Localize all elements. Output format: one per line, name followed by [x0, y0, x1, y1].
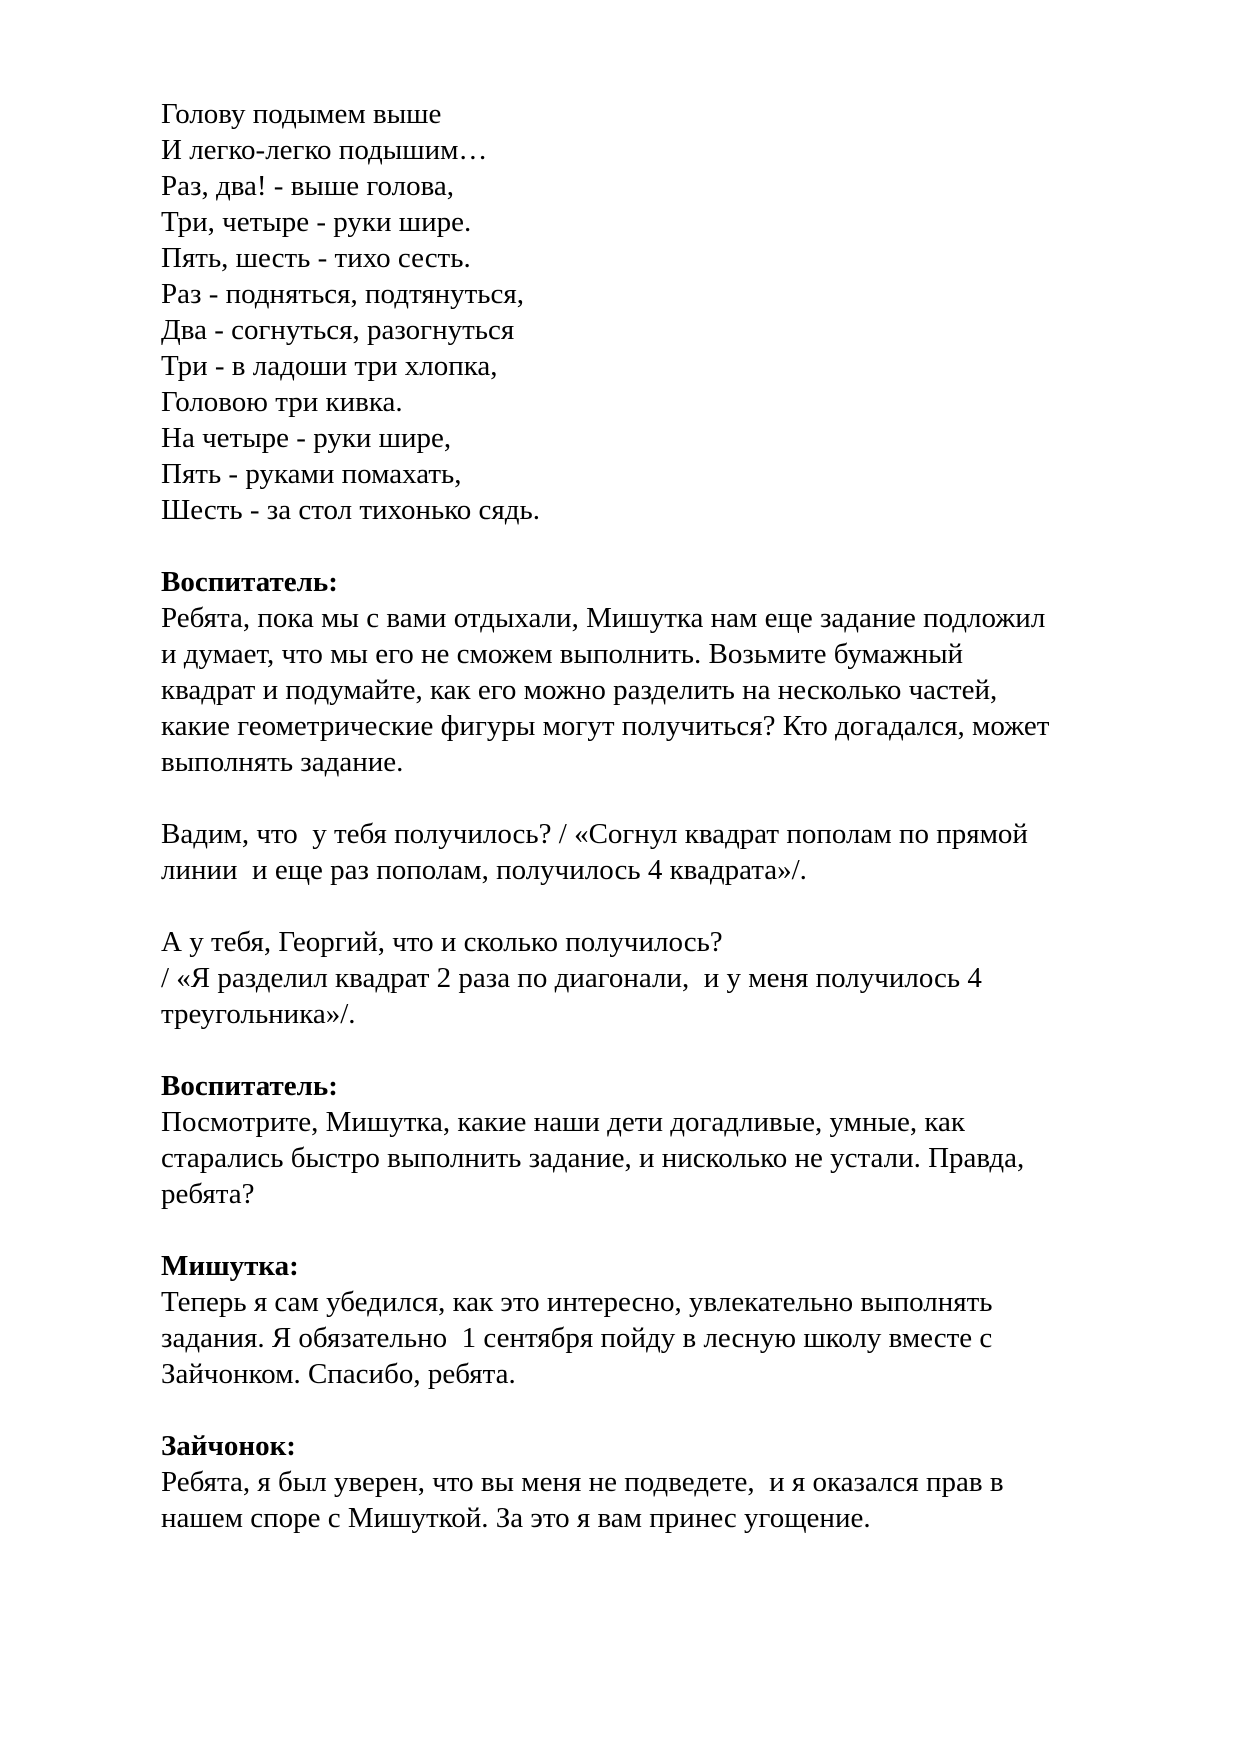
speaker-label: Мишутка:	[161, 1250, 299, 1282]
speaker-label: Воспитатель:	[161, 566, 338, 598]
speaker-label: Воспитатель:	[161, 1070, 338, 1102]
text-line: Зайчонком. Спасибо, ребята.	[161, 1358, 516, 1390]
dialogue-block	[161, 1428, 1120, 1536]
text-line: Три, четыре - руки шире.	[161, 206, 472, 238]
text-line: Ребята, я был уверен, что вы меня не подведете, и я оказался прав в	[161, 1466, 1004, 1498]
text-line: / «Я разделил квадрат 2 раза по диагонали, и у меня получилось 4	[161, 962, 982, 994]
text-line: нашем споре с Мишуткой. За это я вам принес угощение.	[161, 1502, 871, 1534]
text-line: Раз - подняться, подтянуться,	[161, 278, 524, 310]
dialogue-block	[161, 924, 1120, 1032]
text-line: Вадим, что у тебя получилось? / «Согнул квадрат пополам по прямой	[161, 818, 1028, 850]
text-line: Головою три кивка.	[161, 386, 403, 418]
text-line: ребята?	[161, 1178, 255, 1210]
text-line: старались быстро выполнить задание, и нисколько не устали. Правда,	[161, 1142, 1025, 1174]
text-line: И легко-легко подышим…	[161, 134, 488, 166]
text-line: какие геометрические фигуры могут получиться? Кто догадался, может	[161, 710, 1050, 742]
dialogue-block	[161, 1068, 1120, 1212]
text-line: треугольника»/.	[161, 998, 356, 1030]
text-line: Три - в ладоши три хлопка,	[161, 350, 498, 382]
dialogue-block	[161, 816, 1120, 888]
text-line: Пять - руками помахать,	[161, 458, 462, 490]
text-line: линии и еще раз пополам, получилось 4 квадрата»/.	[161, 854, 807, 886]
dialogue-block	[161, 1248, 1120, 1392]
text-line: А у тебя, Георгий, что и сколько получилось?	[161, 926, 723, 958]
dialogue-block	[161, 564, 1120, 780]
text-line: задания. Я обязательно 1 сентября пойду в лесную школу вместе с	[161, 1322, 993, 1354]
text-line: На четыре - руки шире,	[161, 422, 452, 454]
text-line: Два - согнуться, разогнуться	[161, 314, 515, 346]
text-line: Голову подымем выше	[161, 98, 442, 130]
speaker-label: Зайчонок:	[161, 1430, 296, 1462]
text-line: Шесть - за стол тихонько сядь.	[161, 494, 540, 526]
text-line: квадрат и подумайте, как его можно разделить на несколько частей,	[161, 674, 998, 706]
text-line: Посмотрите, Мишутка, какие наши дети догадливые, умные, как	[161, 1106, 966, 1138]
poem-block	[161, 96, 1120, 528]
text-line: Ребята, пока мы с вами отдыхали, Мишутка нам еще задание подложил	[161, 602, 1046, 634]
text-line: Теперь я сам убедился, как это интересно, увлекательно выполнять	[161, 1286, 993, 1318]
text-line: Пять, шесть - тихо сесть.	[161, 242, 471, 274]
text-line: выполнять задание.	[161, 746, 404, 778]
text-line: и думает, что мы его не сможем выполнить. Возьмите бумажный	[161, 638, 964, 670]
text-line: Раз, два! - выше голова,	[161, 170, 455, 202]
